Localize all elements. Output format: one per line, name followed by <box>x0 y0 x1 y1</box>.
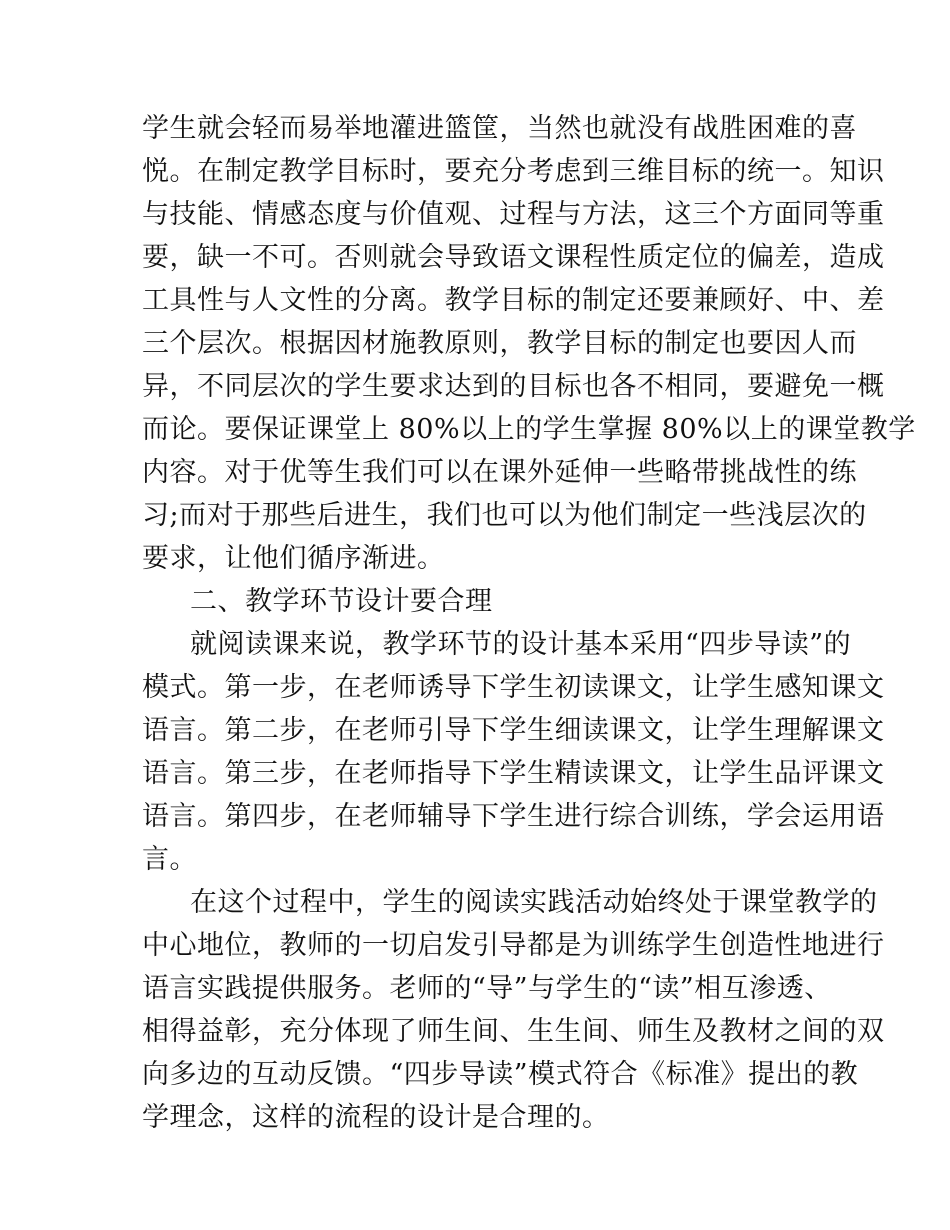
text-line: 三个层次。根据因材施教原则，教学目标的制定也要因人而 <box>142 328 857 359</box>
text-line: 要，缺一不可。否则就会导致语文课程性质定位的偏差，造成 <box>142 242 885 273</box>
text-line: 与技能、情感态度与价值观、过程与方法，这三个方面同等重 <box>142 199 885 230</box>
text-line: 学理念，这样的流程的设计是合理的。 <box>142 1102 610 1133</box>
text-line: 向多边的互动反馈。“四步导读”模式符合《标准》提出的教 <box>142 1059 859 1090</box>
text-line: 相得益彰，充分体现了师生间、生生间、师生及教材之间的双 <box>142 1016 885 1047</box>
text-line: 中心地位，教师的一切启发引导都是为训练学生创造性地进行 <box>142 930 885 961</box>
section-heading: 二、教学环节设计要合理 <box>190 586 493 617</box>
text-line: 要求，让他们循序渐进。 <box>142 543 445 574</box>
text-line: 模式。第一步，在老师诱导下学生初读课文，让学生感知课文 <box>142 672 885 703</box>
text-line: 学生就会轻而易举地灌进篮筐，当然也就没有战胜困难的喜 <box>142 113 857 144</box>
text-line: 就阅读课来说，教学环节的设计基本采用“四步导读”的 <box>190 629 852 660</box>
text-line: 工具性与人文性的分离。教学目标的制定还要兼顾好、中、差 <box>142 285 885 316</box>
text-line: 言。 <box>142 844 197 875</box>
text-line: 异，不同层次的学生要求达到的目标也各不相同，要避免一概 <box>142 371 885 402</box>
text-line: 语言。第四步，在老师辅导下学生进行综合训练，学会运用语 <box>142 801 885 832</box>
text-line: 习;而对于那些后进生，我们也可以为他们制定一些浅层次的 <box>142 500 867 531</box>
text-line: 在这个过程中，学生的阅读实践活动始终处于课堂教学的 <box>190 887 878 918</box>
text-line: 语言。第二步，在老师引导下学生细读课文，让学生理解课文 <box>142 715 885 746</box>
text-line: 内容。对于优等生我们可以在课外延伸一些略带挑战性的练 <box>142 457 857 488</box>
text-line: 而论。要保证课堂上 80%以上的学生掌握 80%以上的课堂教学 <box>142 414 916 445</box>
text-line: 语言。第三步，在老师指导下学生精读课文，让学生品评课文 <box>142 758 885 789</box>
text-line: 语言实践提供服务。老师的“导”与学生的“读”相互渗透、 <box>142 973 832 1004</box>
text-line: 悦。在制定教学目标时，要充分考虑到三维目标的统一。知识 <box>142 156 885 187</box>
